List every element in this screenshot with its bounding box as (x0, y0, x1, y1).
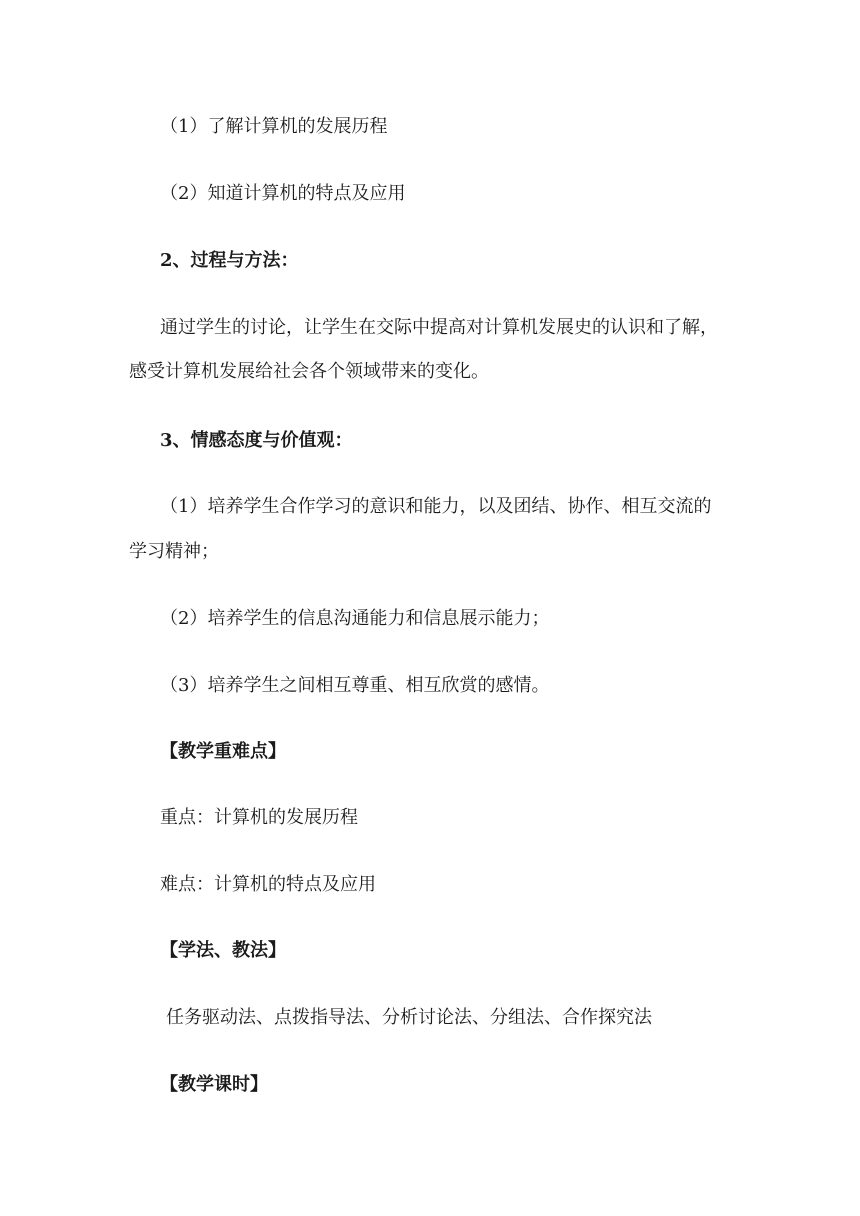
process-heading: 2、过程与方法： (160, 250, 299, 271)
key-point: 重点：计算机的发展历程 (160, 807, 358, 828)
difficult-point: 难点：计算机的特点及应用 (160, 874, 376, 895)
lesson-time-heading: 【教学课时】 (160, 1074, 268, 1095)
emotion-heading: 3、情感态度与价值观： (160, 430, 353, 451)
methods-heading: 【学法、教法】 (160, 940, 286, 961)
knowledge-item-2: （2）知道计算机的特点及应用 (160, 183, 406, 204)
process-paragraph-line-1: 通过学生的讨论，让学生在交际中提高对计算机发展史的认识和了解， (160, 317, 718, 338)
knowledge-item-1: （1）了解计算机的发展历程 (160, 116, 388, 137)
methods-text: 任务驱动法、点拨指导法、分析讨论法、分组法、合作探究法 (166, 1007, 652, 1028)
emotion-item-1-line-1: （1）培养学生合作学习的意识和能力，以及团结、协作、相互交流的 (160, 496, 712, 517)
emotion-item-3: （3）培养学生之间相互尊重、相互欣赏的感情。 (160, 675, 550, 696)
emotion-item-2: （2）培养学生的信息沟通能力和信息展示能力； (160, 608, 550, 629)
process-paragraph-line-2: 感受计算机发展给社会各个领域带来的变化。 (129, 361, 489, 382)
key-points-heading: 【教学重难点】 (160, 741, 286, 762)
emotion-item-1-line-2: 学习精神； (129, 541, 219, 562)
